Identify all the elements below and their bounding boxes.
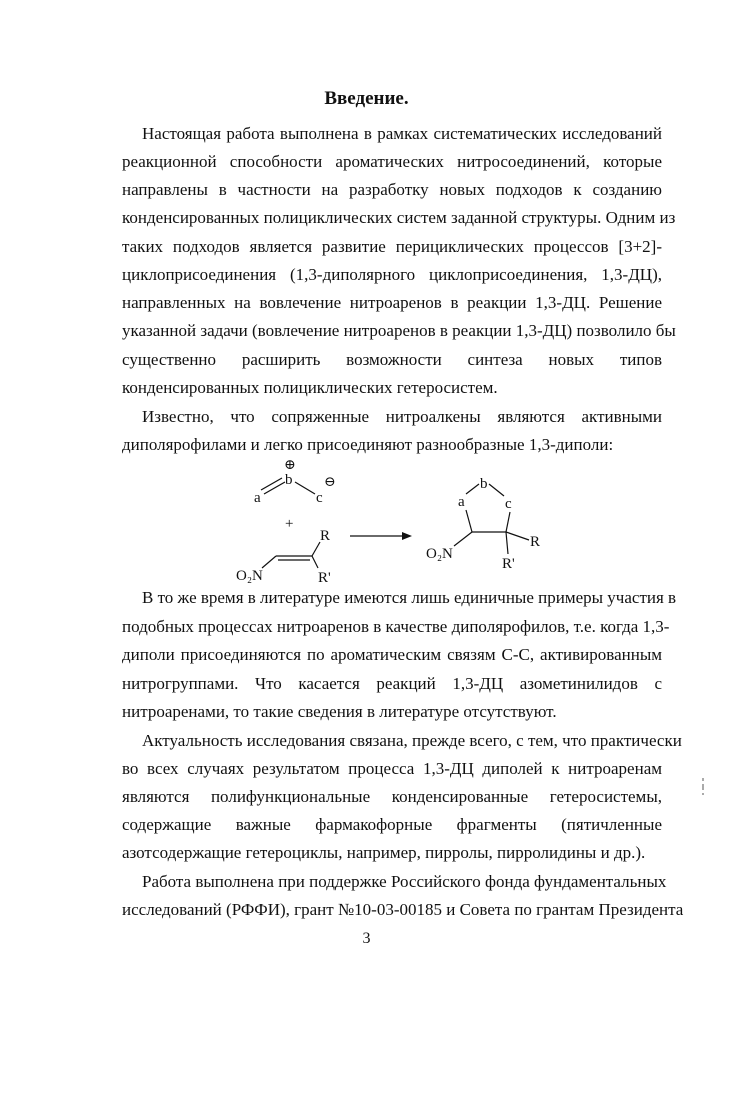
product-atom-c: c [505,496,512,512]
text-line: подобных процессах нитроаренов в качестве диполярофилов, т.е. когда 1,3- [122,617,670,636]
text-line: таких подходов является развитие перициклических процессов [3+2]- [122,237,662,256]
dipole-structure [254,458,336,506]
product-atom-b: b [480,476,488,492]
nitroalkene-r-prime: R' [318,570,331,586]
text-line: исследований (РФФИ), грант №10-03-00185 и Совета по грантам Президента [122,900,684,919]
product-structure [426,476,540,572]
page-title: Введение. [324,88,409,109]
nitroalkene-r: R [320,528,331,544]
product-r-prime: R' [502,556,515,572]
text-line: В то же время в литературе имеются лишь единичные примеры участия в [142,588,677,607]
dipole-atom-b: b [285,472,293,488]
text-line: существенно расширить возможности синтеза новых типов [122,350,662,369]
positive-charge-icon: ⊕ [284,458,296,473]
text-line: реакционной способности ароматических нитросоединений, которые [122,152,662,171]
reaction-scheme [236,458,570,588]
text-line: конденсированных полициклических гетеросистем. [122,378,498,397]
text-line: во всех случаях результатом процесса 1,3-ДЦ диполей к нитроаренам [122,759,662,778]
margin-mark-icon [700,776,706,798]
text-line: указанной задачи (вовлечение нитроаренов в реакции 1,3-ДЦ) позволило бы [122,321,676,340]
text-line: нитрогруппами. Что касается реакций 1,3-ДЦ азометинилидов с [122,674,662,693]
text-line: Известно, что сопряженные нитроалкены являются активными [142,407,662,426]
text-line: нитроаренами, то такие сведения в литературе отсутствуют. [122,702,557,721]
margin-mark [700,776,706,798]
negative-charge-icon: ⊖ [324,475,336,490]
product-atom-a: a [458,494,465,510]
text-line: диполи присоединяются по ароматическим связям С-С, активированным [122,645,662,664]
reaction-arrow-icon [350,532,412,540]
text-line: азотсодержащие гетероциклы, например, пирролы, пирролидины и др.). [122,843,646,862]
text-line: Актуальность исследования связана, прежде всего, с тем, что практически [142,731,682,750]
text-line: Работа выполнена при поддержке Российского фонда фундаментальных [142,872,667,891]
text-line: циклоприсоединения (1,3-диполярного циклоприсоединения, 1,3-ДЦ), [122,265,662,284]
nitroalkene-no2: O₂N [236,568,263,584]
text-line: направлены в частности на разработку новых подходов к созданию [122,180,662,199]
text-line: содержащие важные фармакофорные фрагменты (пятичленные [122,815,662,834]
nitroalkene-structure [236,528,331,586]
text-line: конденсированных полициклических систем заданной структуры. Одним из [122,208,676,227]
product-r: R [530,534,541,550]
product-no2: O₂N [426,546,453,562]
text-line: направленных на вовлечение нитроаренов в реакции 1,3-ДЦ. Решение [122,293,662,312]
text-line: являются полифункциональные конденсированные гетеросистемы, [122,787,662,806]
plus-sign: + [285,516,294,532]
dipole-atom-c: c [316,490,323,506]
dipole-atom-a: a [254,490,261,506]
text-line: Настоящая работа выполнена в рамках систематических исследований [142,124,662,143]
reaction-scheme-svg [236,458,570,588]
text-line: диполярофилами и легко присоединяют разнообразные 1,3-диполи: [122,435,614,454]
page-number: 3 [362,930,371,947]
